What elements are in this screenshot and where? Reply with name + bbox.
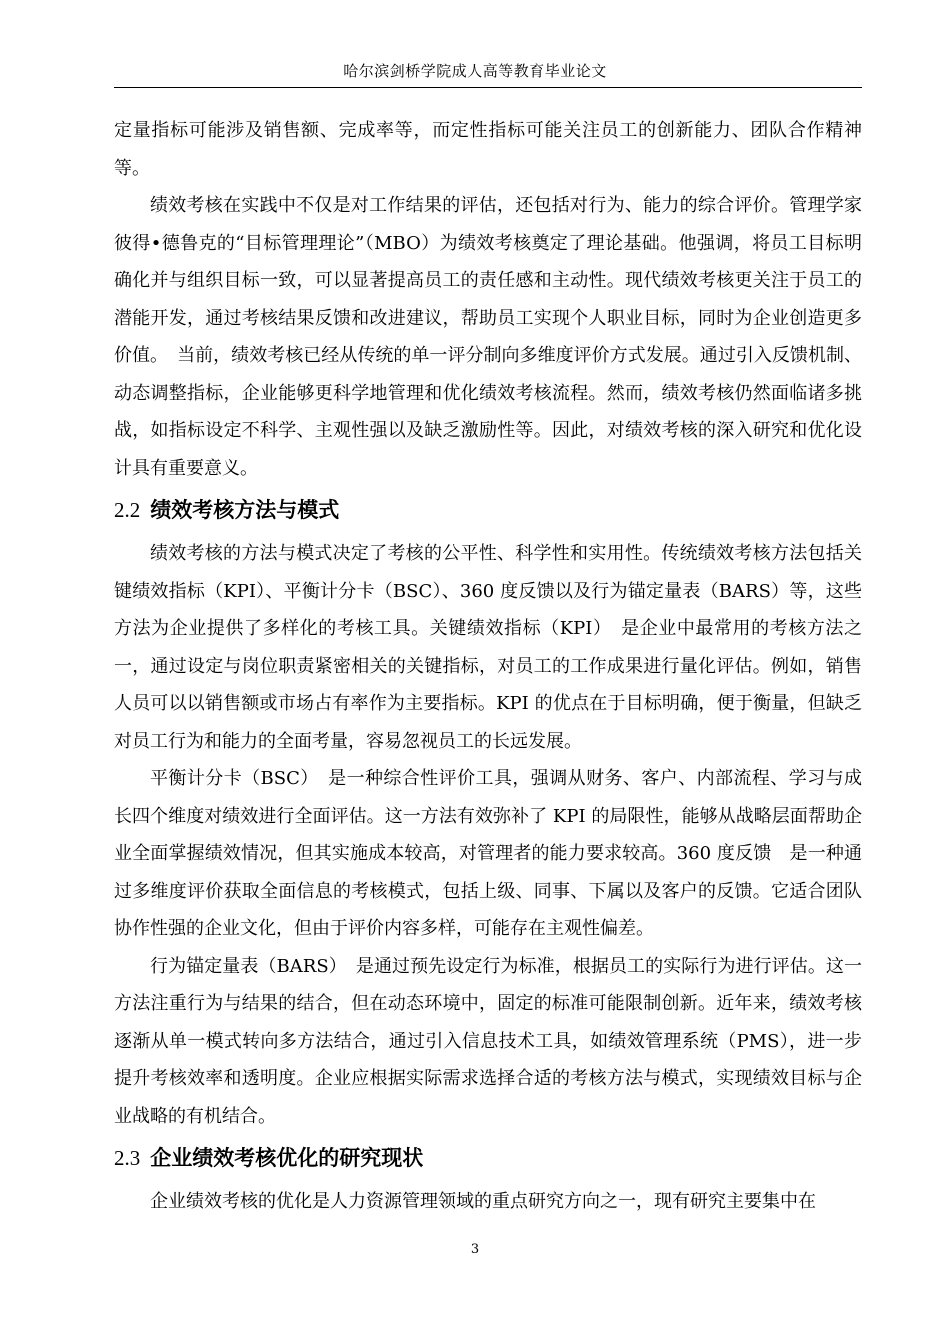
section-number: 2.3 [114, 1146, 141, 1170]
header-divider [114, 87, 862, 88]
section-heading-2-3 [114, 1141, 862, 1175]
paragraph-continued: 定量指标可能涉及销售额、完成率等，而定性指标可能关注员工的创新能力、团队合作精神等。 [114, 120, 862, 179]
section-heading-2-2 [114, 493, 862, 527]
section-title: 绩效考核方法与模式 [150, 498, 340, 522]
paragraph-kpi: 绩效考核的方法与模式决定了考核的公平性、科学性和实用性。传统绩效考核方法包括关键绩效指标（KPI）、平衡计分卡（BSC）、360 度反馈以及行为锚定量表（BARS）等，这些方法为企业提供了多样化的考核工具。关键绩效指标（KPI） 是企业中最常用的考核方法之一，通过设定与岗位职责紧密相关的关键指标，对员工的工作成果进行量化评估。例如，销售人员可以以销售额或市场占有率作为主要指标。KPI 的优点在于目标明确，便于衡量，但缺乏对员工行为和能力的全面考量，容易忽视员工的长远发展。 [114, 543, 862, 752]
page-number: 3 [470, 1242, 480, 1257]
paragraph-research-status: 企业绩效考核的优化是人力资源管理领域的重点研究方向之一，现有研究主要集中在 [150, 1191, 816, 1212]
paragraph-bars: 行为锚定量表（BARS） 是通过预先设定行为标准，根据员工的实际行为进行评估。这一方法注重行为与结果的结合，但在动态环境中，固定的标准可能限制创新。近年来，绩效考核逐渐从单一模式转向多方法结合，通过引入信息技术工具，如绩效管理系统（PMS），进一步提升考核效率和透明度。企业应根据实际需求选择合适的考核方法与模式，实现绩效目标与企业战略的有机结合。 [114, 955, 862, 1127]
paragraph-mbo: 绩效考核在实践中不仅是对工作结果的评估，还包括对行为、能力的综合评价。管理学家彼得•德鲁克的“目标管理理论”（MBO）为绩效考核奠定了理论基础。他强调，将员工目标明确化并与组织目标一致，可以显著提高员工的责任感和主动性。现代绩效考核更关注于员工的潜能开发，通过考核结果反馈和改进建议，帮助员工实现个人职业目标，同时为企业创造更多价值。 当前，绩效考核已经从传统的单一评分制向多维度评价方式发展。通过引入反馈机制、动态调整指标，企业能够更科学地管理和优化绩效考核流程。然而，绩效考核仍然面临诸多挑战，如指标设定不科学、主观性强以及缺乏激励性等。因此，对绩效考核的深入研究和优化设计具有重要意义。 [114, 195, 862, 479]
page-body [114, 112, 862, 1221]
section-title: 企业绩效考核优化的研究现状 [150, 1146, 424, 1170]
running-header: 哈尔滨剑桥学院成人高等教育毕业论文 [343, 62, 607, 80]
section-number: 2.2 [114, 498, 141, 522]
paragraph-bsc: 平衡计分卡（BSC） 是一种综合性评价工具，强调从财务、客户、内部流程、学习与成长四个维度对绩效进行全面评估。这一方法有效弥补了 KPI 的局限性，能够从战略层面帮助企业全面掌握绩效情况，但其实施成本较高，对管理者的能力要求较高。360 度反馈 是一种通过多维度评价获取全面信息的考核模式，包括上级、同事、下属以及客户的反馈。它适合团队协作性强的企业文化，但由于评价内容多样，可能存在主观性偏差。 [114, 768, 862, 939]
